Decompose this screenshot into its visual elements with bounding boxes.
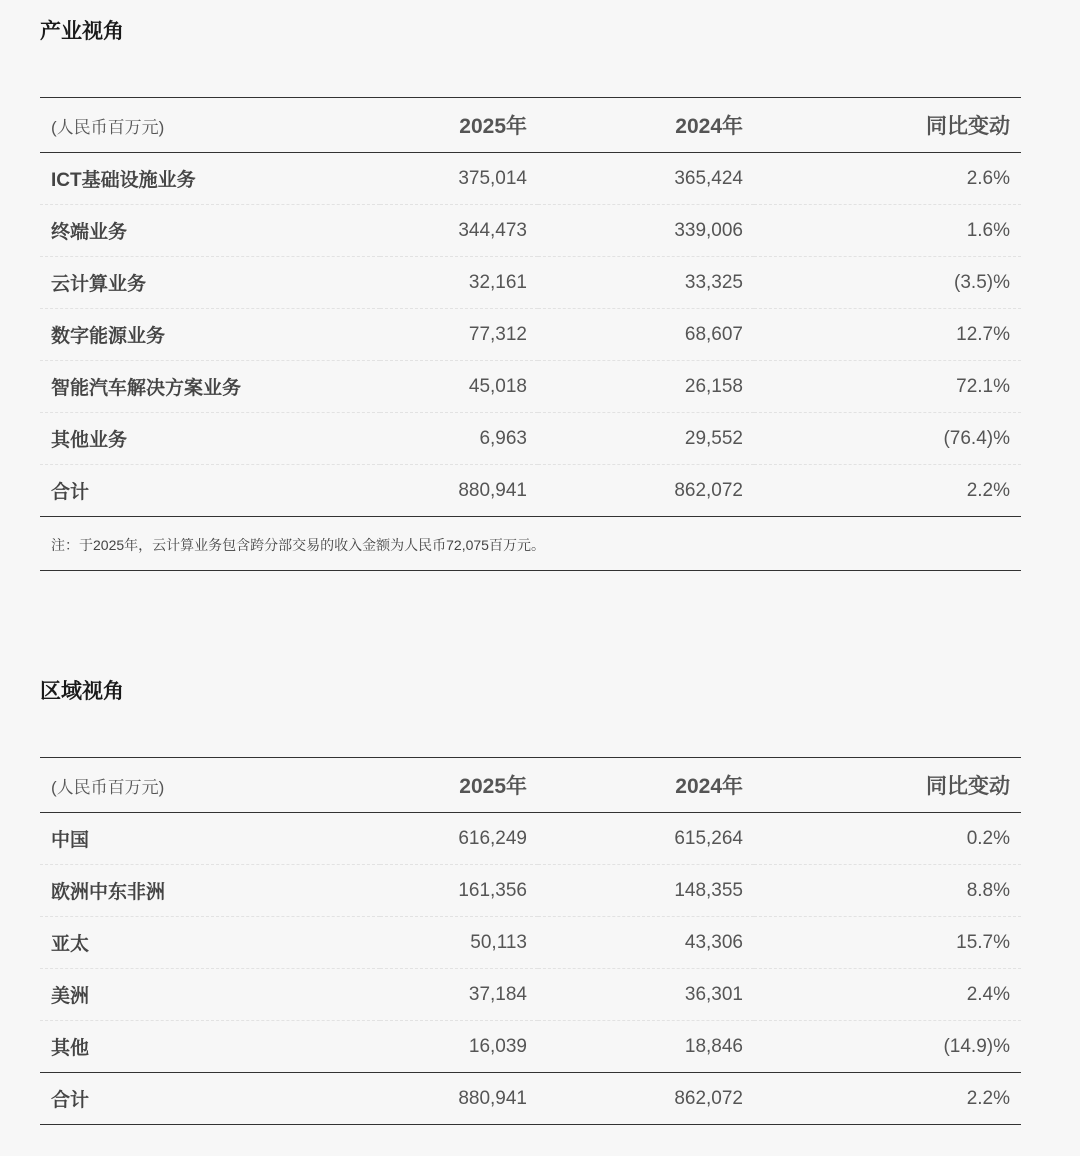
value-2025: 37,184 [380,969,538,1021]
row-label: 数字能源业务 [40,309,380,361]
yoy-change: 2.2% [754,1073,1021,1125]
yoy-change: 12.7% [754,309,1021,361]
table-footnote: 注：于2025年，云计算业务包含跨分部交易的收入金额为人民币72,075百万元。 [40,519,1021,571]
table-row [40,1021,1021,1073]
yoy-change: 72.1% [754,361,1021,413]
table-row [40,309,1021,361]
yoy-change: (14.9)% [754,1021,1021,1073]
value-2024: 36,301 [538,969,754,1021]
value-2025: 880,941 [380,465,538,517]
row-label: 美洲 [40,969,380,1021]
row-label: 其他 [40,1021,380,1073]
year-2024-header: 2024年 [538,758,754,813]
value-2024: 18,846 [538,1021,754,1073]
year-2024-header: 2024年 [538,98,754,153]
table-header-row [40,98,1021,153]
total-row [40,465,1021,517]
value-2025: 161,356 [380,865,538,917]
yoy-change: 1.6% [754,205,1021,257]
row-label: 智能汽车解决方案业务 [40,361,380,413]
region-table [40,757,1021,1125]
table-row [40,413,1021,465]
row-label: 云计算业务 [40,257,380,309]
yoy-change: 2.2% [754,465,1021,517]
row-label: 亚太 [40,917,380,969]
change-header: 同比变动 [754,98,1021,153]
value-2025: 77,312 [380,309,538,361]
value-2024: 862,072 [538,1073,754,1125]
table-row [40,813,1021,865]
yoy-change: 15.7% [754,917,1021,969]
unit-header: (人民币百万元) [40,758,380,813]
value-2024: 615,264 [538,813,754,865]
table-row [40,361,1021,413]
value-2025: 880,941 [380,1073,538,1125]
industry-table [40,97,1021,517]
value-2025: 45,018 [380,361,538,413]
row-label: 中国 [40,813,380,865]
value-2025: 375,014 [380,153,538,205]
yoy-change: 2.4% [754,969,1021,1021]
table-row [40,969,1021,1021]
row-label: 合计 [40,465,380,517]
change-header: 同比变动 [754,758,1021,813]
value-2024: 26,158 [538,361,754,413]
total-row [40,1073,1021,1125]
value-2024: 862,072 [538,465,754,517]
value-2024: 43,306 [538,917,754,969]
value-2025: 50,113 [380,917,538,969]
table-row [40,153,1021,205]
row-label: 欧洲中东非洲 [40,865,380,917]
unit-header: (人民币百万元) [40,98,380,153]
year-2025-header: 2025年 [380,758,538,813]
value-2025: 616,249 [380,813,538,865]
value-2024: 33,325 [538,257,754,309]
yoy-change: 0.2% [754,813,1021,865]
value-2025: 16,039 [380,1021,538,1073]
row-label: 合计 [40,1073,380,1125]
yoy-change: 8.8% [754,865,1021,917]
yoy-change: (76.4)% [754,413,1021,465]
row-label: 其他业务 [40,413,380,465]
value-2025: 32,161 [380,257,538,309]
table-row [40,257,1021,309]
table-row [40,205,1021,257]
industry-section-title: 产业视角 [40,20,124,43]
region-section-title: 区域视角 [40,680,124,703]
table-row [40,917,1021,969]
yoy-change: 2.6% [754,153,1021,205]
table-row [40,865,1021,917]
table-header-row [40,758,1021,813]
row-label: ICT基础设施业务 [40,153,380,205]
value-2024: 365,424 [538,153,754,205]
value-2025: 344,473 [380,205,538,257]
row-label: 终端业务 [40,205,380,257]
value-2025: 6,963 [380,413,538,465]
year-2025-header: 2025年 [380,98,538,153]
value-2024: 29,552 [538,413,754,465]
value-2024: 68,607 [538,309,754,361]
value-2024: 148,355 [538,865,754,917]
value-2024: 339,006 [538,205,754,257]
yoy-change: (3.5)% [754,257,1021,309]
